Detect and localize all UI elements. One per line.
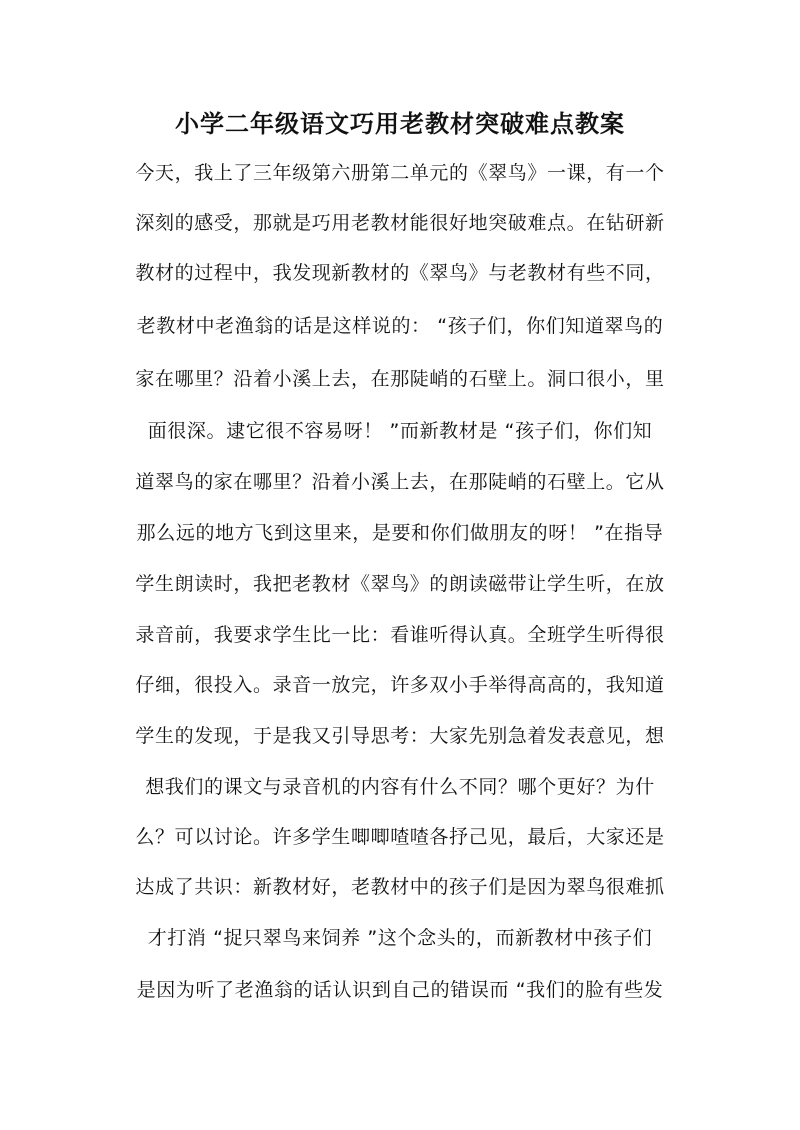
- body-line: 学生的发现，于是我又引导思考：大家先别急着发表意见，想: [135, 725, 665, 747]
- body-line: 是因为听了老渔翁的话认识到自己的错误而 “我们的脸有些发: [136, 979, 664, 1001]
- body-line: 道翠鸟的家在哪里？沿着小溪上去，在那陡峭的石壁上。它从: [135, 471, 665, 493]
- body-line: 那么远的地方飞到这里来，是要和你们做朋友的呀！ ”在指导: [136, 522, 664, 544]
- body-line: 才打消 “捉只翠鸟来饲养 ”这个念头的，而新教材中孩子们: [147, 927, 653, 949]
- body-line: 深刻的感受，那就是巧用老教材能很好地突破难点。在钻研新: [135, 212, 665, 234]
- body-line: 录音前，我要求学生比一比：看谁听得认真。全班学生听得很: [135, 624, 665, 646]
- body-line: 老教材中老渔翁的话是这样说的： “孩子们，你们知道翠鸟的: [136, 315, 664, 337]
- body-line: 面很深。逮它很不容易呀！ ”而新教材是 “孩子们，你们知: [147, 420, 653, 442]
- body-line: 家在哪里？沿着小溪上去，在那陡峭的石壁上。洞口很小，里: [135, 368, 665, 390]
- body-line: 想我们的课文与录音机的内容有什么不同？哪个更好？为什: [145, 776, 655, 798]
- body-line: 今天，我上了三年级第六册第二单元的《翠鸟》一课，有一个: [135, 162, 665, 184]
- body-line: 教材的过程中，我发现新教材的《翠鸟》与老教材有些不同，: [135, 262, 665, 284]
- body-line: 学生朗读时，我把老教材《翠鸟》的朗读磁带让学生听，在放: [135, 573, 665, 595]
- document-title: 小学二年级语文巧用老教材突破难点教案: [175, 109, 625, 138]
- body-line: 仔细，很投入。录音一放完，许多双小手举得高高的，我知道: [135, 674, 665, 696]
- body-line: 达成了共识：新教材好，老教材中的孩子们是因为翠鸟很难抓: [135, 876, 665, 898]
- body-line: 么？可以讨论。许多学生唧唧喳喳各抒己见，最后，大家还是: [135, 826, 665, 848]
